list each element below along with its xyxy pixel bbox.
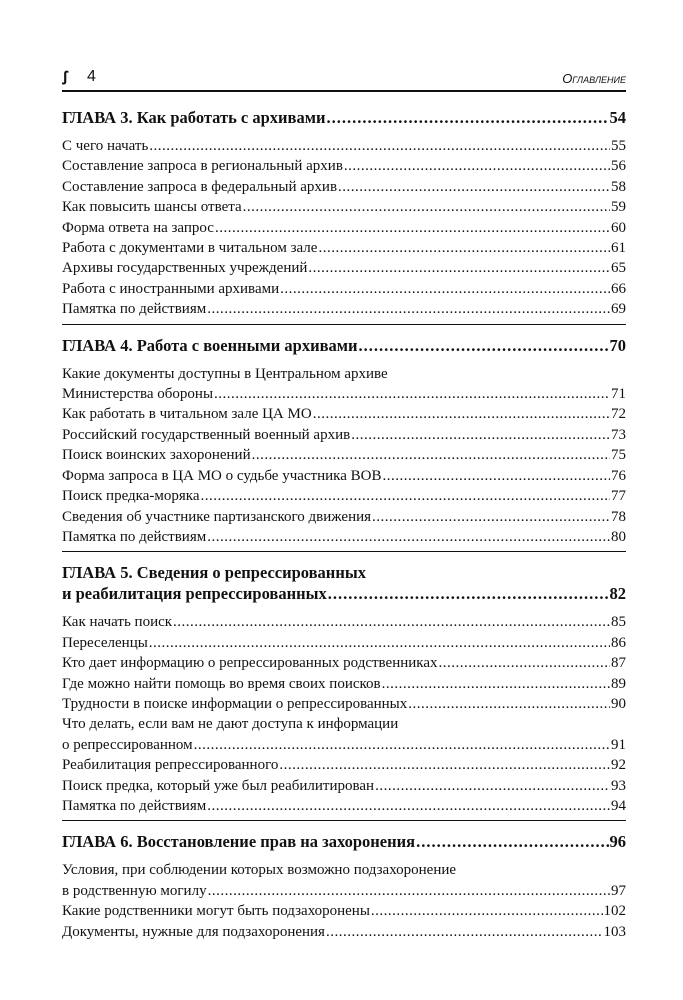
toc-entry-title: Реабилитация репрессированного: [62, 757, 279, 774]
toc-entry-title: Архивы государственных учреждений: [62, 260, 308, 277]
dot-leader: [215, 218, 610, 238]
toc-entry-page: 97: [611, 882, 626, 899]
chapter-heading-line: ГЛАВА 5. Сведения о репрессированных: [62, 563, 366, 583]
toc-entry-page: 55: [611, 138, 626, 154]
dot-leader: [149, 633, 610, 653]
chapter-entries: [62, 612, 626, 820]
toc-entry-title: Форма ответа на запрос: [62, 219, 214, 236]
chapter-heading-title: и реабилитация репрессированных: [62, 584, 327, 604]
chapter-ornament-icon: ꭍ: [62, 69, 69, 89]
toc-entry[interactable]: [62, 612, 626, 632]
toc-entry[interactable]: [62, 901, 626, 921]
toc-entry-title: Как начать поиск: [62, 614, 173, 631]
chapter-entries: [62, 136, 626, 324]
toc-entry[interactable]: [62, 258, 626, 278]
dot-leader: [326, 107, 608, 128]
toc-entry-title: С чего начать: [62, 138, 149, 154]
toc-entry-title: Какие родственники могут быть подзахоронены: [62, 903, 370, 920]
toc-entry-page: 60: [611, 219, 626, 236]
dot-leader: [439, 653, 611, 673]
dot-leader: [326, 922, 603, 942]
toc-entry-page: 71: [611, 386, 626, 403]
toc-entry-title: Поиск воинских захоронений: [62, 447, 251, 464]
toc-entry[interactable]: [62, 177, 626, 197]
toc-entry-page: 59: [611, 199, 626, 216]
toc-entry-title: Составление запроса в региональный архив: [62, 158, 343, 175]
toc-entry[interactable]: [62, 776, 626, 796]
toc-entry[interactable]: [62, 922, 626, 942]
toc-entry-page: 65: [611, 260, 626, 277]
dot-leader: [308, 258, 610, 278]
dot-leader: [149, 136, 610, 156]
chapter-heading[interactable]: [62, 583, 626, 604]
toc-entry[interactable]: [62, 653, 626, 673]
toc-entry-title: Документы, нужные для подзахоронения: [62, 923, 325, 940]
toc-entry-line: Какие документы доступны в Центральном архиве: [62, 365, 388, 382]
dot-leader: [313, 404, 610, 424]
dot-leader: [194, 735, 610, 755]
toc-entry[interactable]: [62, 881, 626, 901]
toc-entry-title: Сведения об участнике партизанского движения: [62, 508, 372, 525]
toc-entry-page: 58: [611, 178, 626, 195]
toc-entry-page: 103: [603, 923, 626, 940]
toc-entry-line: Условия, при соблюдении которых возможно подзахоронение: [62, 862, 457, 879]
chapter-page-number: 70: [609, 335, 626, 355]
dot-leader: [338, 177, 610, 197]
toc-entry[interactable]: [62, 796, 626, 816]
toc-entry-title: Трудности в поиске информации о репрессированных: [62, 695, 408, 712]
table-of-contents: [62, 107, 626, 956]
dot-leader: [243, 197, 610, 217]
toc-entry[interactable]: [62, 238, 626, 258]
toc-entry-page: 85: [611, 614, 626, 631]
toc-entry[interactable]: [62, 197, 626, 217]
toc-entry[interactable]: [62, 425, 626, 445]
toc-entry-title: Составление запроса в федеральный архив: [62, 178, 338, 195]
dot-leader: [382, 674, 610, 694]
toc-entry[interactable]: [62, 633, 626, 653]
toc-entry-line: Что делать, если вам не дают доступа к информации: [62, 716, 399, 733]
dot-leader: [207, 299, 610, 319]
toc-entry[interactable]: [62, 445, 626, 465]
chapter-section: [62, 831, 626, 946]
toc-entry[interactable]: [62, 694, 626, 714]
dot-leader: [279, 755, 610, 775]
dot-leader: [358, 335, 608, 356]
toc-entry-page: 69: [611, 301, 626, 318]
dot-leader: [408, 694, 610, 714]
toc-entry-page: 76: [611, 467, 626, 484]
page-number: 4: [87, 68, 96, 85]
toc-entry-page: 86: [611, 634, 626, 651]
toc-entry[interactable]: [62, 384, 626, 404]
toc-entry-title: Министерства обороны: [62, 386, 214, 403]
toc-entry-page: 89: [611, 675, 626, 692]
toc-entry[interactable]: [62, 404, 626, 424]
dot-leader: [207, 796, 610, 816]
dot-leader: [328, 583, 609, 604]
toc-entry[interactable]: [62, 755, 626, 775]
dot-leader: [375, 776, 610, 796]
toc-entry-page: 66: [611, 280, 626, 297]
toc-entry-page: 90: [611, 695, 626, 712]
dot-leader: [382, 466, 610, 486]
chapter-section: [62, 335, 626, 553]
dot-leader: [351, 425, 610, 445]
toc-entry-title: Поиск предка, который уже был реабилитирован: [62, 777, 375, 794]
dot-leader: [173, 612, 610, 632]
toc-entry-title: Памятка по действиям: [62, 301, 207, 318]
toc-entry-page: 77: [611, 488, 626, 505]
toc-entry-page: 78: [611, 508, 626, 525]
chapter-page-number: 96: [609, 832, 626, 852]
dot-leader: [280, 279, 610, 299]
dot-leader: [318, 238, 610, 258]
toc-entry-page: 102: [603, 903, 626, 920]
dot-leader: [372, 507, 610, 527]
chapter-heading[interactable]: [62, 107, 626, 128]
toc-entry-page: 92: [611, 757, 626, 774]
dot-leader: [207, 527, 610, 547]
toc-entry-page: 87: [611, 655, 626, 672]
toc-entry[interactable]: [62, 735, 626, 755]
running-header: [62, 68, 626, 92]
chapter-entries: [62, 364, 626, 552]
toc-entry-title: Памятка по действиям: [62, 797, 207, 814]
chapter-heading[interactable]: [62, 335, 626, 356]
toc-entry-page: 93: [611, 777, 626, 794]
toc-entry-title: Как работать в читальном зале ЦА МО: [62, 406, 312, 423]
chapter-page-number: 54: [609, 108, 626, 127]
toc-entry-page: 56: [611, 158, 626, 175]
toc-entry[interactable]: [62, 527, 626, 547]
toc-entry-title: о репрессированном: [62, 736, 193, 753]
toc-entry-page: 73: [611, 426, 626, 443]
toc-entry-title: Кто дает информацию о репрессированных родственниках: [62, 655, 438, 672]
chapter-section: [62, 562, 626, 821]
chapter-entries: [62, 860, 626, 946]
dot-leader: [344, 156, 610, 176]
toc-entry[interactable]: [62, 279, 626, 299]
toc-entry-page: 80: [611, 528, 626, 545]
toc-entry-title: Где можно найти помощь во время своих поисков: [62, 675, 381, 692]
dot-leader: [214, 384, 610, 404]
toc-entry-title: Форма запроса в ЦА МО о судьбе участника ВОВ: [62, 467, 382, 484]
toc-entry[interactable]: [62, 156, 626, 176]
dot-leader: [208, 881, 610, 901]
toc-entry-page: 61: [611, 240, 626, 257]
chapter-heading-title: ГЛАВА 3. Как работать с архивами: [62, 108, 326, 127]
toc-entry[interactable]: [62, 674, 626, 694]
dot-leader: [201, 486, 611, 506]
chapter-heading[interactable]: [62, 831, 626, 852]
toc-entry-title: Работа с иностранными архивами: [62, 280, 280, 297]
toc-entry-title: Российский государственный военный архив: [62, 426, 351, 443]
toc-entry-title: Поиск предка-моряка: [62, 488, 200, 505]
chapter-heading-title: ГЛАВА 4. Работа с военными архивами: [62, 335, 358, 355]
toc-entry-title: Памятка по действиям: [62, 528, 207, 545]
running-title: Оглавление: [562, 71, 626, 86]
toc-entry[interactable]: [62, 466, 626, 486]
dot-leader: [416, 831, 608, 852]
toc-entry-page: 91: [611, 736, 626, 753]
toc-entry-page: 72: [611, 406, 626, 423]
chapter-section: [62, 107, 626, 325]
toc-entry-title: в родственную могилу: [62, 882, 207, 899]
toc-entry-title: Как повысить шансы ответа: [62, 199, 242, 216]
toc-entry-title: Переселенцы: [62, 634, 148, 651]
toc-entry-page: 75: [611, 447, 626, 464]
chapter-page-number: 82: [609, 584, 626, 604]
toc-entry[interactable]: [62, 486, 626, 506]
dot-leader: [252, 445, 610, 465]
toc-entry[interactable]: [62, 136, 626, 156]
toc-entry[interactable]: [62, 507, 626, 527]
toc-entry-page: 94: [611, 797, 626, 814]
toc-entry-title: Работа с документами в читальном зале: [62, 240, 318, 257]
dot-leader: [371, 901, 603, 921]
chapter-heading-title: ГЛАВА 6. Восстановление прав на захоронения: [62, 832, 416, 852]
toc-entry[interactable]: [62, 218, 626, 238]
toc-entry[interactable]: [62, 299, 626, 319]
